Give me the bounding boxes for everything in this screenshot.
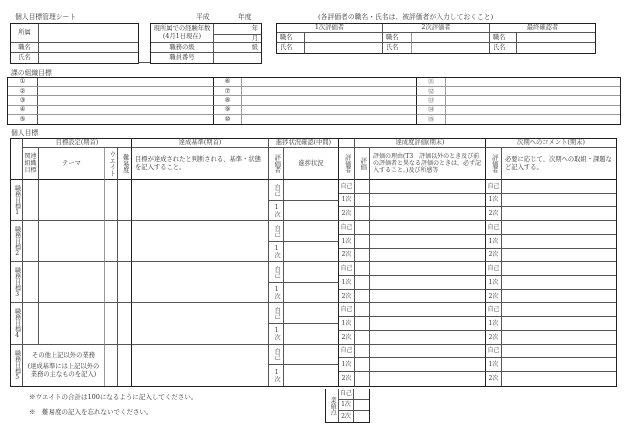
goal-2-difficulty-field[interactable] <box>118 221 132 262</box>
final-confirmer-title: 最終確認者 <box>490 24 595 33</box>
goal-5-next-term-self-comment-field[interactable] <box>502 345 616 359</box>
org-goal-number: ⑤ <box>8 115 38 124</box>
score-second-field[interactable] <box>354 411 369 422</box>
header-achievement-evaluator-text: 評価者 <box>343 154 351 173</box>
evaluator-text: 1次 <box>273 245 281 259</box>
header-criteria: 達成基準(期首) <box>132 139 269 148</box>
header-achievement-rating <box>355 148 370 180</box>
org-goal-number: ⑦ <box>214 87 242 96</box>
header-achievement-evaluator <box>339 148 355 180</box>
goal-2-progress-self-field[interactable] <box>284 221 339 242</box>
goal-2-next-term-self-label: 自己 <box>486 221 502 235</box>
goal-3-achievement-second-label: 2次 <box>339 290 355 304</box>
goal-4-achievement-second-reason-field[interactable] <box>370 331 486 345</box>
goal-4-next-term-self-label: 自己 <box>486 303 502 317</box>
goal-3-weight-field[interactable] <box>105 262 118 303</box>
goal-5-next-term-first-label: 1次 <box>486 358 502 372</box>
personal-goals-section-title: 個人目標 <box>11 129 39 137</box>
goal-4-achievement-first-label: 1次 <box>339 317 355 331</box>
goal-1-progress-first-label <box>269 201 284 222</box>
header-next-term-evaluator <box>486 148 502 180</box>
score-self-field[interactable] <box>354 389 369 400</box>
evaluator-text: 1次 <box>273 286 281 300</box>
header-next-term: 次期へのコメント(期末) <box>486 139 616 148</box>
goal-2-achievement-second-rating-field[interactable] <box>355 249 370 263</box>
evaluator-1-position-label: 職名 <box>277 33 305 43</box>
goal-1-progress-first-field[interactable] <box>284 201 339 222</box>
goal-5-criteria-field[interactable] <box>132 345 269 386</box>
goal-4-related-org-goal-field[interactable] <box>23 303 39 344</box>
goal-4-next-term-first-comment-field[interactable] <box>502 317 616 331</box>
goal-5-difficulty-field[interactable] <box>118 345 132 386</box>
goal-2-criteria-field[interactable] <box>132 221 269 262</box>
goal-4-progress-self-label <box>269 303 284 324</box>
goal-1-progress-self-field[interactable] <box>284 180 339 201</box>
header-achievement-reason: 評価の理由(T3 評価以外のとき及び前の評価者と異なる評価のときは、必ず記入すること。)及び所感等 <box>370 148 486 180</box>
header-blank-cell <box>11 139 23 180</box>
goal-4-label-text: 職務目標4 <box>13 308 21 340</box>
evaluator-1-name-field[interactable] <box>305 43 383 53</box>
evaluator-text: 自己 <box>273 266 281 279</box>
position-label: 職名 <box>11 43 39 53</box>
header-difficulty-text: 難易度 <box>121 154 129 173</box>
org-goal-11-field[interactable] <box>446 78 620 87</box>
goal-1-next-term-self-comment-field[interactable] <box>502 180 616 194</box>
goal-4-next-term-first-label: 1次 <box>486 317 502 331</box>
goal-1-related-org-goal-field[interactable] <box>23 180 39 221</box>
goal-3-progress-first-label <box>269 283 284 304</box>
goal-1-theme-field[interactable] <box>39 180 105 221</box>
org-goals-section-title: 課の組織目標 <box>11 69 52 77</box>
header-difficulty <box>118 148 132 180</box>
name-label: 氏名 <box>11 53 39 63</box>
final-confirmer-name-field[interactable] <box>517 43 595 53</box>
fiscal-year-label: 年度 <box>238 13 252 21</box>
evaluator-text: 自己 <box>273 307 281 320</box>
org-goal-number: ⑭ <box>417 106 446 115</box>
goal-2-label <box>11 221 23 262</box>
goal-4-next-term-self-comment-field[interactable] <box>502 303 616 317</box>
org-goal-12-field[interactable] <box>446 87 620 96</box>
header-progress: 進捗状況確認(中間) <box>269 139 339 148</box>
org-goal-10-field[interactable] <box>242 115 417 124</box>
goal-2-achievement-first-rating-field[interactable] <box>355 235 370 249</box>
goal-4-label <box>11 303 23 344</box>
goal-5-progress-first-label <box>269 365 284 386</box>
goal-5-achievement-second-label: 2次 <box>339 372 355 386</box>
goal-1-achievement-first-reason-field[interactable] <box>370 194 486 208</box>
org-goal-number: ⑥ <box>214 78 242 87</box>
goal-5-achievement-first-label: 1次 <box>339 358 355 372</box>
org-goal-number: ⑫ <box>417 87 446 96</box>
goal-1-progress-self-label <box>269 180 284 201</box>
goal-4-achievement-self-label: 自己 <box>339 303 355 317</box>
goal-2-progress-first-label <box>269 242 284 263</box>
goal-3-next-term-second-comment-field[interactable] <box>502 290 616 304</box>
goal-4-progress-first-field[interactable] <box>284 324 339 345</box>
org-goal-5-field[interactable] <box>38 115 214 124</box>
goal-3-next-term-self-label: 自己 <box>486 262 502 276</box>
performance-score-box <box>325 389 370 423</box>
org-goal-3-field[interactable] <box>38 96 214 105</box>
evaluator-2-position-label: 職名 <box>383 33 412 43</box>
experience-label: 現所属での経験年数 (4月1日現在) <box>151 24 214 43</box>
org-goal-number: ③ <box>8 96 38 105</box>
org-goal-14-field[interactable] <box>446 106 620 115</box>
note-difficulty: ※ 難易度の記入を忘れないでください。 <box>29 408 153 416</box>
goal-3-achievement-first-rating-field[interactable] <box>355 276 370 290</box>
performance-score-label <box>326 389 339 422</box>
goal-3-next-term-first-label: 1次 <box>486 276 502 290</box>
header-criteria-desc: 目標が達成されたと判断される、基準・状態を記入すること。 <box>132 148 269 180</box>
org-goals-table <box>7 77 621 125</box>
goal-5-next-term-second-comment-field[interactable] <box>502 372 616 386</box>
header-achievement-rating-text: 評価 <box>359 157 367 170</box>
goal-5-achievement-second-rating-field[interactable] <box>355 372 370 386</box>
goal-2-next-term-self-comment-field[interactable] <box>502 221 616 235</box>
goal-2-label-text: 職務目標2 <box>13 225 21 257</box>
goal-2-achievement-second-reason-field[interactable] <box>370 249 486 263</box>
fiscal-year-field[interactable] <box>215 11 235 19</box>
position-field[interactable] <box>39 43 138 53</box>
header-progress-evaluator <box>269 148 284 180</box>
goal-1-weight-field[interactable] <box>105 180 118 221</box>
goal-5-weight-field[interactable] <box>105 345 118 386</box>
org-goal-9-field[interactable] <box>242 106 417 115</box>
note-weight: ※ウエイトの合計は100になるように記入してください。 <box>29 393 198 401</box>
grade-unit: 級 <box>251 43 258 51</box>
goal-1-achievement-second-rating-field[interactable] <box>355 207 370 221</box>
goal-5-achievement-second-reason-field[interactable] <box>370 372 486 386</box>
org-goal-7-field[interactable] <box>242 87 417 96</box>
goal-2-next-term-second-label: 2次 <box>486 249 502 263</box>
score-first-field[interactable] <box>354 400 369 411</box>
goal-3-progress-first-field[interactable] <box>284 283 339 304</box>
personal-goals-table <box>10 138 617 387</box>
header-blank-cell <box>339 139 355 148</box>
goal-4-progress-first-label <box>269 324 284 345</box>
header-progress-status: 進捗状況 <box>284 148 339 180</box>
goal-4-achievement-first-reason-field[interactable] <box>370 317 486 331</box>
goal-5-theme-note: (達成基準には上記以外の 業務の主なものを記入) <box>27 363 100 378</box>
evaluator-2-name-field[interactable] <box>412 43 490 53</box>
header-next-term-comment: 必要に応じて、次期への取組・課題など記入する。 <box>502 148 616 180</box>
goal-3-achievement-self-reason-field[interactable] <box>370 262 486 276</box>
evaluator-text: 自己 <box>273 224 281 237</box>
goal-2-achievement-self-reason-field[interactable] <box>370 221 486 235</box>
goal-5-next-term-self-label: 自己 <box>486 345 502 359</box>
goal-2-achievement-second-label: 2次 <box>339 249 355 263</box>
goal-3-achievement-self-rating-field[interactable] <box>355 262 370 276</box>
goal-4-weight-field[interactable] <box>105 303 118 344</box>
goal-2-theme-field[interactable] <box>39 221 105 262</box>
org-goal-8-field[interactable] <box>242 96 417 105</box>
goal-2-related-org-goal-field[interactable] <box>23 221 39 262</box>
evaluator-2-title: 2次評価者 <box>383 24 490 33</box>
sheet-title: 個人目標管理シート <box>15 13 77 21</box>
final-confirmer-name-label: 氏名 <box>490 43 517 53</box>
score-second-label: 2次 <box>339 411 354 422</box>
evaluator-1-title: 1次評価者 <box>277 24 383 33</box>
experience-months-field[interactable] <box>214 35 261 43</box>
goal-4-progress-self-field[interactable] <box>284 303 339 324</box>
header-related-org-goal: 関連 組織 目標 <box>23 148 39 180</box>
goal-4-achievement-self-rating-field[interactable] <box>355 303 370 317</box>
staff-number-label: 職員番号 <box>151 53 214 63</box>
final-confirmer-position-label: 職名 <box>490 33 517 43</box>
goal-1-next-term-second-label: 2次 <box>486 207 502 221</box>
goal-5-achievement-self-label: 自己 <box>339 345 355 359</box>
goal-5-progress-self-field[interactable] <box>284 345 339 366</box>
employee-info-box <box>10 23 139 64</box>
goal-4-criteria-field[interactable] <box>132 303 269 344</box>
goal-1-achievement-self-reason-field[interactable] <box>370 180 486 194</box>
org-goal-number: ⑪ <box>417 78 446 87</box>
score-self-label: 自己 <box>339 389 354 400</box>
goal-2-achievement-self-rating-field[interactable] <box>355 221 370 235</box>
goal-3-achievement-self-label: 自己 <box>339 262 355 276</box>
goal-4-difficulty-field[interactable] <box>118 303 132 344</box>
goal-5-progress-first-field[interactable] <box>284 365 339 386</box>
header-goal-setting: 目標設定(期首) <box>23 139 132 148</box>
goal-1-achievement-second-reason-field[interactable] <box>370 207 486 221</box>
evaluator-text: 1次 <box>273 368 281 382</box>
evaluator-text: 1次 <box>273 203 281 217</box>
goal-4-achievement-first-rating-field[interactable] <box>355 317 370 331</box>
goal-1-achievement-self-label: 自己 <box>339 180 355 194</box>
goal-1-next-term-self-label: 自己 <box>486 180 502 194</box>
org-goal-15-field[interactable] <box>446 115 620 124</box>
evaluator-2-name-label: 氏名 <box>383 43 412 53</box>
goal-4-achievement-second-rating-field[interactable] <box>355 331 370 345</box>
goal-1-next-term-first-comment-field[interactable] <box>502 194 616 208</box>
grade-field[interactable] <box>214 43 261 53</box>
goal-1-label <box>11 180 23 221</box>
goal-3-progress-self-label <box>269 262 284 283</box>
grade-label: 職務の級 <box>151 43 214 53</box>
goal-1-label-text: 職務目標1 <box>13 184 21 216</box>
header-weight <box>105 148 118 180</box>
performance-score-label-text: 業績点 <box>329 396 337 415</box>
evaluator-text: 自己 <box>273 183 281 196</box>
department-field[interactable] <box>39 24 138 43</box>
header-achievement: 達成度評価(期末) <box>355 139 486 148</box>
goal-3-next-term-first-comment-field[interactable] <box>502 276 616 290</box>
goal-4-next-term-second-label: 2次 <box>486 331 502 345</box>
goal-3-related-org-goal-field[interactable] <box>23 262 39 303</box>
org-goal-number: ⑮ <box>417 115 446 124</box>
goal-2-next-term-first-label: 1次 <box>486 235 502 249</box>
goal-5-label-text: 職務目標5 <box>13 349 21 381</box>
goal-5-theme-title: その他上記以外の業務 <box>32 351 95 359</box>
goal-5-theme-cell[interactable] <box>23 345 105 386</box>
name-field[interactable] <box>39 53 138 63</box>
final-confirmer-position-field[interactable] <box>517 33 595 43</box>
org-goal-number: ⑩ <box>214 115 242 124</box>
header-next-term-evaluator-text: 評価者 <box>490 154 498 173</box>
score-first-label: 1次 <box>339 400 354 411</box>
goal-5-next-term-first-comment-field[interactable] <box>502 358 616 372</box>
era-label: 平成 <box>196 13 210 21</box>
evaluator-1-position-field[interactable] <box>305 33 383 43</box>
goal-3-criteria-field[interactable] <box>132 262 269 303</box>
org-goal-number: ① <box>8 78 38 87</box>
org-goal-number: ⑨ <box>214 106 242 115</box>
org-goal-13-field[interactable] <box>446 96 620 105</box>
goal-2-progress-self-label <box>269 221 284 242</box>
staff-number-field[interactable] <box>214 53 261 63</box>
service-info-box <box>150 23 262 64</box>
years-unit: 年 <box>251 25 258 33</box>
goal-1-achievement-first-label: 1次 <box>339 194 355 208</box>
goal-4-next-term-second-comment-field[interactable] <box>502 331 616 345</box>
goal-5-progress-self-label <box>269 345 284 366</box>
org-goal-6-field[interactable] <box>242 78 417 87</box>
goal-1-next-term-first-label: 1次 <box>486 194 502 208</box>
evaluator-2-position-field[interactable] <box>412 33 490 43</box>
goal-1-criteria-field[interactable] <box>132 180 269 221</box>
goal-4-achievement-self-reason-field[interactable] <box>370 303 486 317</box>
goal-1-next-term-second-comment-field[interactable] <box>502 207 616 221</box>
evaluators-box <box>276 23 596 54</box>
goal-5-achievement-self-reason-field[interactable] <box>370 345 486 359</box>
goal-5-next-term-second-label: 2次 <box>486 372 502 386</box>
goal-3-next-term-self-comment-field[interactable] <box>502 262 616 276</box>
goal-2-progress-first-field[interactable] <box>284 242 339 263</box>
goal-2-achievement-first-label: 1次 <box>339 235 355 249</box>
goal-2-next-term-first-comment-field[interactable] <box>502 235 616 249</box>
goal-1-achievement-second-label: 2次 <box>339 207 355 221</box>
goal-5-label <box>11 345 23 386</box>
org-goal-number: ② <box>8 87 38 96</box>
goal-3-achievement-first-reason-field[interactable] <box>370 276 486 290</box>
goal-3-achievement-second-rating-field[interactable] <box>355 290 370 304</box>
org-goal-number: ⑬ <box>417 96 446 105</box>
experience-years-field[interactable] <box>214 24 261 35</box>
goal-3-progress-self-field[interactable] <box>284 262 339 283</box>
evaluator-1-name-label: 氏名 <box>277 43 305 53</box>
org-goal-1-field[interactable] <box>38 78 214 87</box>
goal-3-label-text: 職務目標3 <box>13 266 21 298</box>
org-goal-number: ④ <box>8 106 38 115</box>
org-goal-4-field[interactable] <box>38 106 214 115</box>
goal-2-achievement-self-label: 自己 <box>339 221 355 235</box>
goal-2-next-term-second-comment-field[interactable] <box>502 249 616 263</box>
goal-4-theme-field[interactable] <box>39 303 105 344</box>
header-weight-text: ウエイト <box>108 150 116 177</box>
goal-5-achievement-first-rating-field[interactable] <box>355 358 370 372</box>
goal-3-label <box>11 262 23 303</box>
goal-3-difficulty-field[interactable] <box>118 262 132 303</box>
goal-5-achievement-first-reason-field[interactable] <box>370 358 486 372</box>
goal-2-weight-field[interactable] <box>105 221 118 262</box>
org-goal-number: ⑧ <box>214 96 242 105</box>
goal-2-achievement-first-reason-field[interactable] <box>370 235 486 249</box>
goal-1-difficulty-field[interactable] <box>118 180 132 221</box>
goal-1-achievement-self-rating-field[interactable] <box>355 180 370 194</box>
header-progress-evaluator-text: 評価者 <box>273 154 281 173</box>
org-goal-2-field[interactable] <box>38 87 214 96</box>
header-theme: テーマ <box>39 148 105 180</box>
goal-3-achievement-second-reason-field[interactable] <box>370 290 486 304</box>
goal-1-achievement-first-rating-field[interactable] <box>355 194 370 208</box>
evaluator-text: 自己 <box>273 348 281 361</box>
months-unit: 月 <box>251 35 258 42</box>
goal-4-achievement-second-label: 2次 <box>339 331 355 345</box>
goal-3-achievement-first-label: 1次 <box>339 276 355 290</box>
evaluator-text: 1次 <box>273 327 281 341</box>
department-label: 所属 <box>11 24 39 43</box>
goal-3-theme-field[interactable] <box>39 262 105 303</box>
goal-5-achievement-self-rating-field[interactable] <box>355 345 370 359</box>
goal-3-next-term-second-label: 2次 <box>486 290 502 304</box>
evaluator-note: (各評価者の職名・氏名は、被評価者が入力しておくこと) <box>318 13 494 21</box>
